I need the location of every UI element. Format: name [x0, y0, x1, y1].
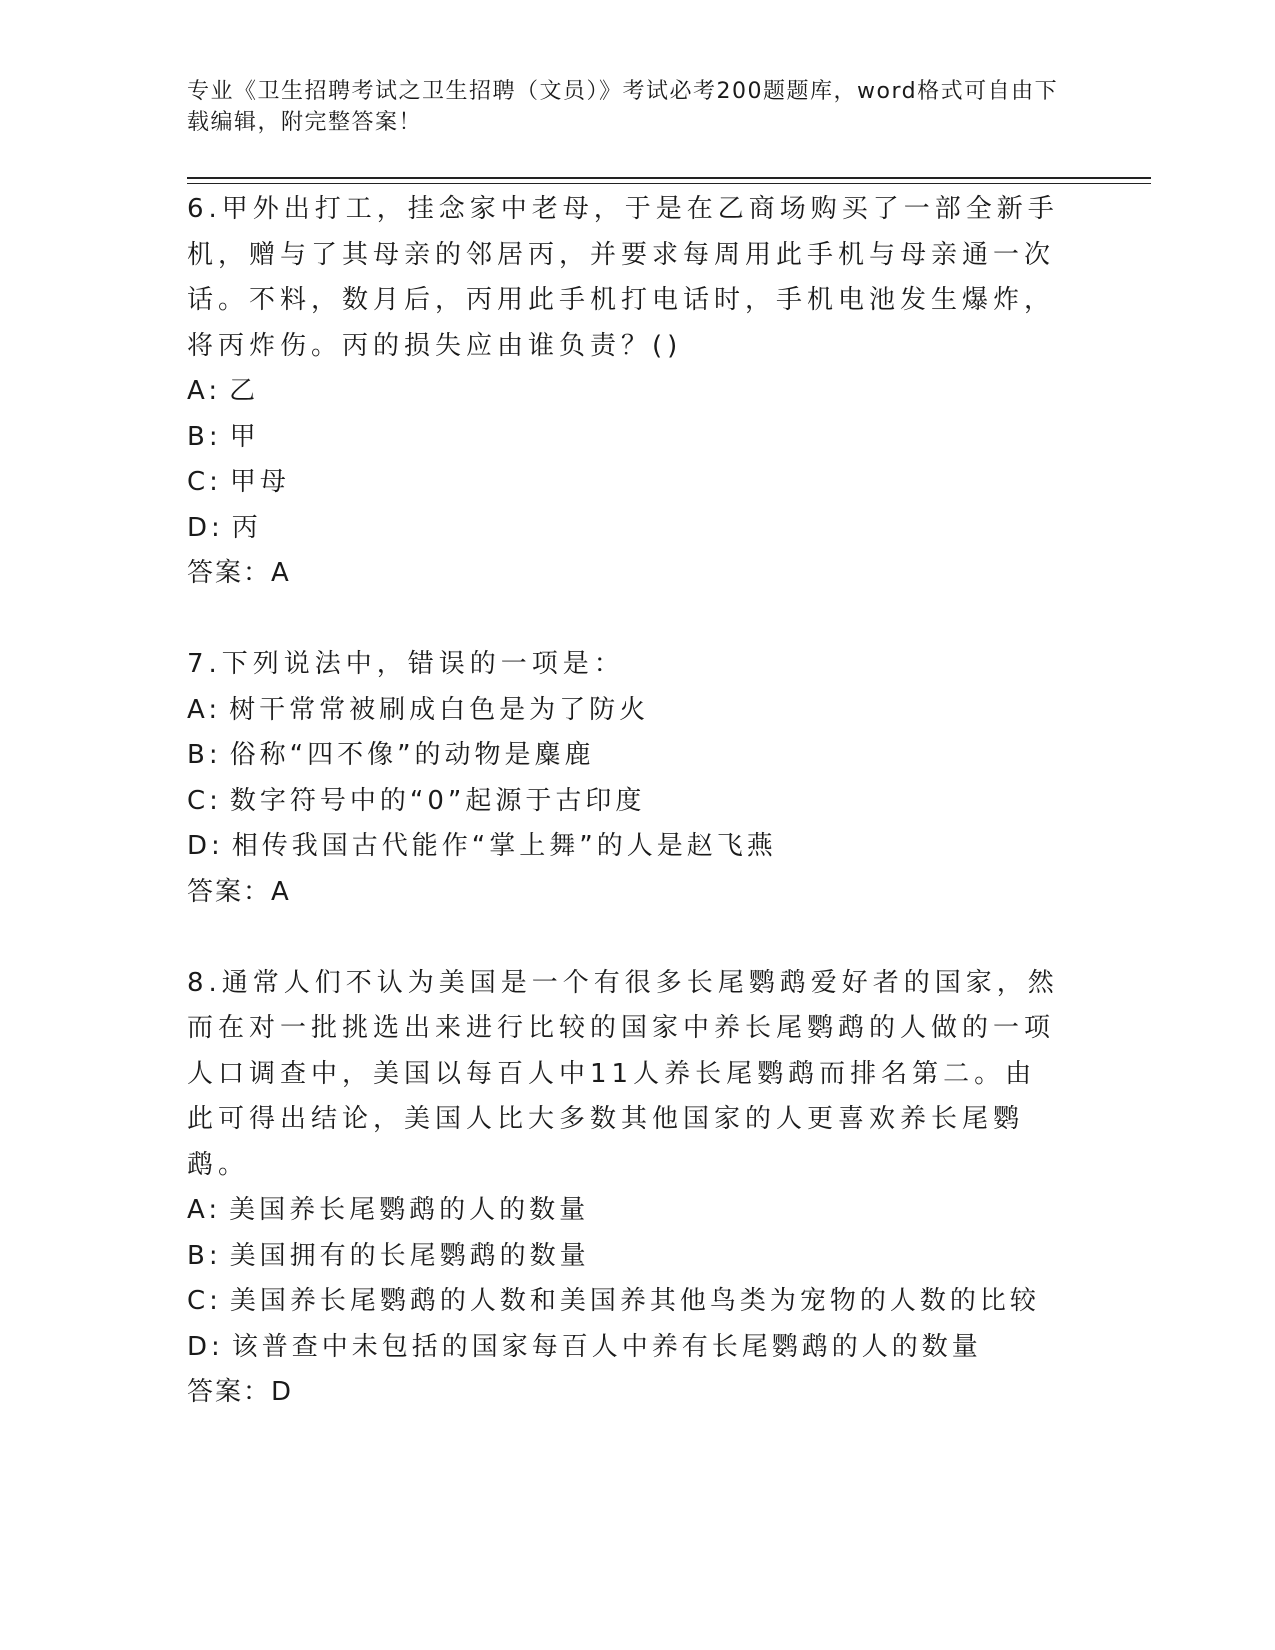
answer-label: 答案：	[187, 876, 272, 907]
question-6	[187, 187, 1067, 597]
answer-line	[187, 870, 1067, 916]
option-key: C:	[187, 785, 222, 816]
question-text: 8.通常人们不认为美国是一个有很多长尾鹦鹉爱好者的国家，然而在对一批挑选出来进行比较的国家中养长尾鹦鹉的人做的一项人口调查中，美国以每百人中11人养长尾鹦鹉而排名第二。由此可得出结论，美国人比大多数其他国家的人更喜欢养长尾鹦鹉。	[187, 967, 1059, 1180]
option-b	[187, 415, 1067, 461]
option-a	[187, 1188, 1067, 1234]
answer-label: 答案：	[187, 1377, 272, 1407]
option-a	[187, 688, 1067, 734]
option-text: 美国养长尾鹦鹉的人数和美国养其他鸟类为宠物的人数的比较	[229, 1286, 1040, 1316]
option-key: D:	[187, 831, 224, 861]
option-text: 该普查中未包括的国家每百人中养有长尾鹦鹉的人的数量	[231, 1331, 982, 1362]
answer-line	[187, 551, 1067, 597]
question-list	[187, 187, 1067, 1416]
option-d	[187, 1325, 1067, 1371]
option-text: 甲母	[229, 467, 290, 497]
option-key: A:	[187, 376, 222, 406]
option-text: 数字符号中的“0”起源于古印度	[229, 785, 646, 816]
option-text: 甲	[229, 421, 260, 452]
option-key: C:	[187, 467, 222, 497]
document-header: 专业《卫生招聘考试之卫生招聘（文员）》考试必考200题题库，word格式可自由下载编辑，附完整答案！	[187, 79, 1059, 135]
option-text: 俗称“四不像”的动物是麋鹿	[229, 740, 595, 770]
option-b	[187, 733, 1067, 779]
question-spacer	[187, 915, 1067, 961]
answer-value: A	[271, 876, 291, 907]
option-text: 相传我国古代能作“掌上舞”的人是赵飞燕	[231, 831, 777, 861]
answer-value: D	[271, 1377, 294, 1407]
option-d	[187, 506, 1067, 552]
option-c	[187, 779, 1067, 825]
question-8	[187, 961, 1067, 1416]
answer-value: A	[271, 558, 291, 588]
option-key: A:	[187, 694, 222, 725]
question-text: 6.甲外出打工，挂念家中老母，于是在乙商场购买了一部全新手机，赠与了其母亲的邻居丙，并要求每周用此手机与母亲通一次话。不料，数月后，丙用此手机打电话时，手机电池发生爆炸，将丙炸伤。丙的损失应由谁负责？()	[187, 194, 1059, 361]
option-key: B:	[187, 740, 222, 770]
question-spacer	[187, 597, 1067, 643]
option-text: 丙	[231, 512, 262, 543]
header-rule-thick	[187, 177, 1151, 179]
option-a	[187, 369, 1067, 415]
option-c	[187, 1279, 1067, 1325]
option-text: 美国拥有的长尾鹦鹉的数量	[229, 1240, 590, 1271]
answer-line	[187, 1370, 1067, 1416]
option-text: 树干常常被刷成白色是为了防火	[229, 694, 650, 725]
option-text: 乙	[229, 376, 260, 406]
option-text: 美国养长尾鹦鹉的人的数量	[229, 1195, 590, 1225]
question-text: 7.下列说法中，错误的一项是：	[187, 649, 625, 679]
option-key: A:	[187, 1195, 222, 1225]
option-key: B:	[187, 421, 222, 452]
option-b	[187, 1234, 1067, 1280]
option-d	[187, 824, 1067, 870]
option-c	[187, 460, 1067, 506]
option-key: B:	[187, 1240, 222, 1271]
option-key: D:	[187, 1331, 224, 1362]
answer-label: 答案：	[187, 558, 272, 588]
option-key: C:	[187, 1286, 222, 1316]
question-7	[187, 642, 1067, 915]
header-rule-thin	[187, 183, 1151, 184]
option-key: D:	[187, 512, 224, 543]
